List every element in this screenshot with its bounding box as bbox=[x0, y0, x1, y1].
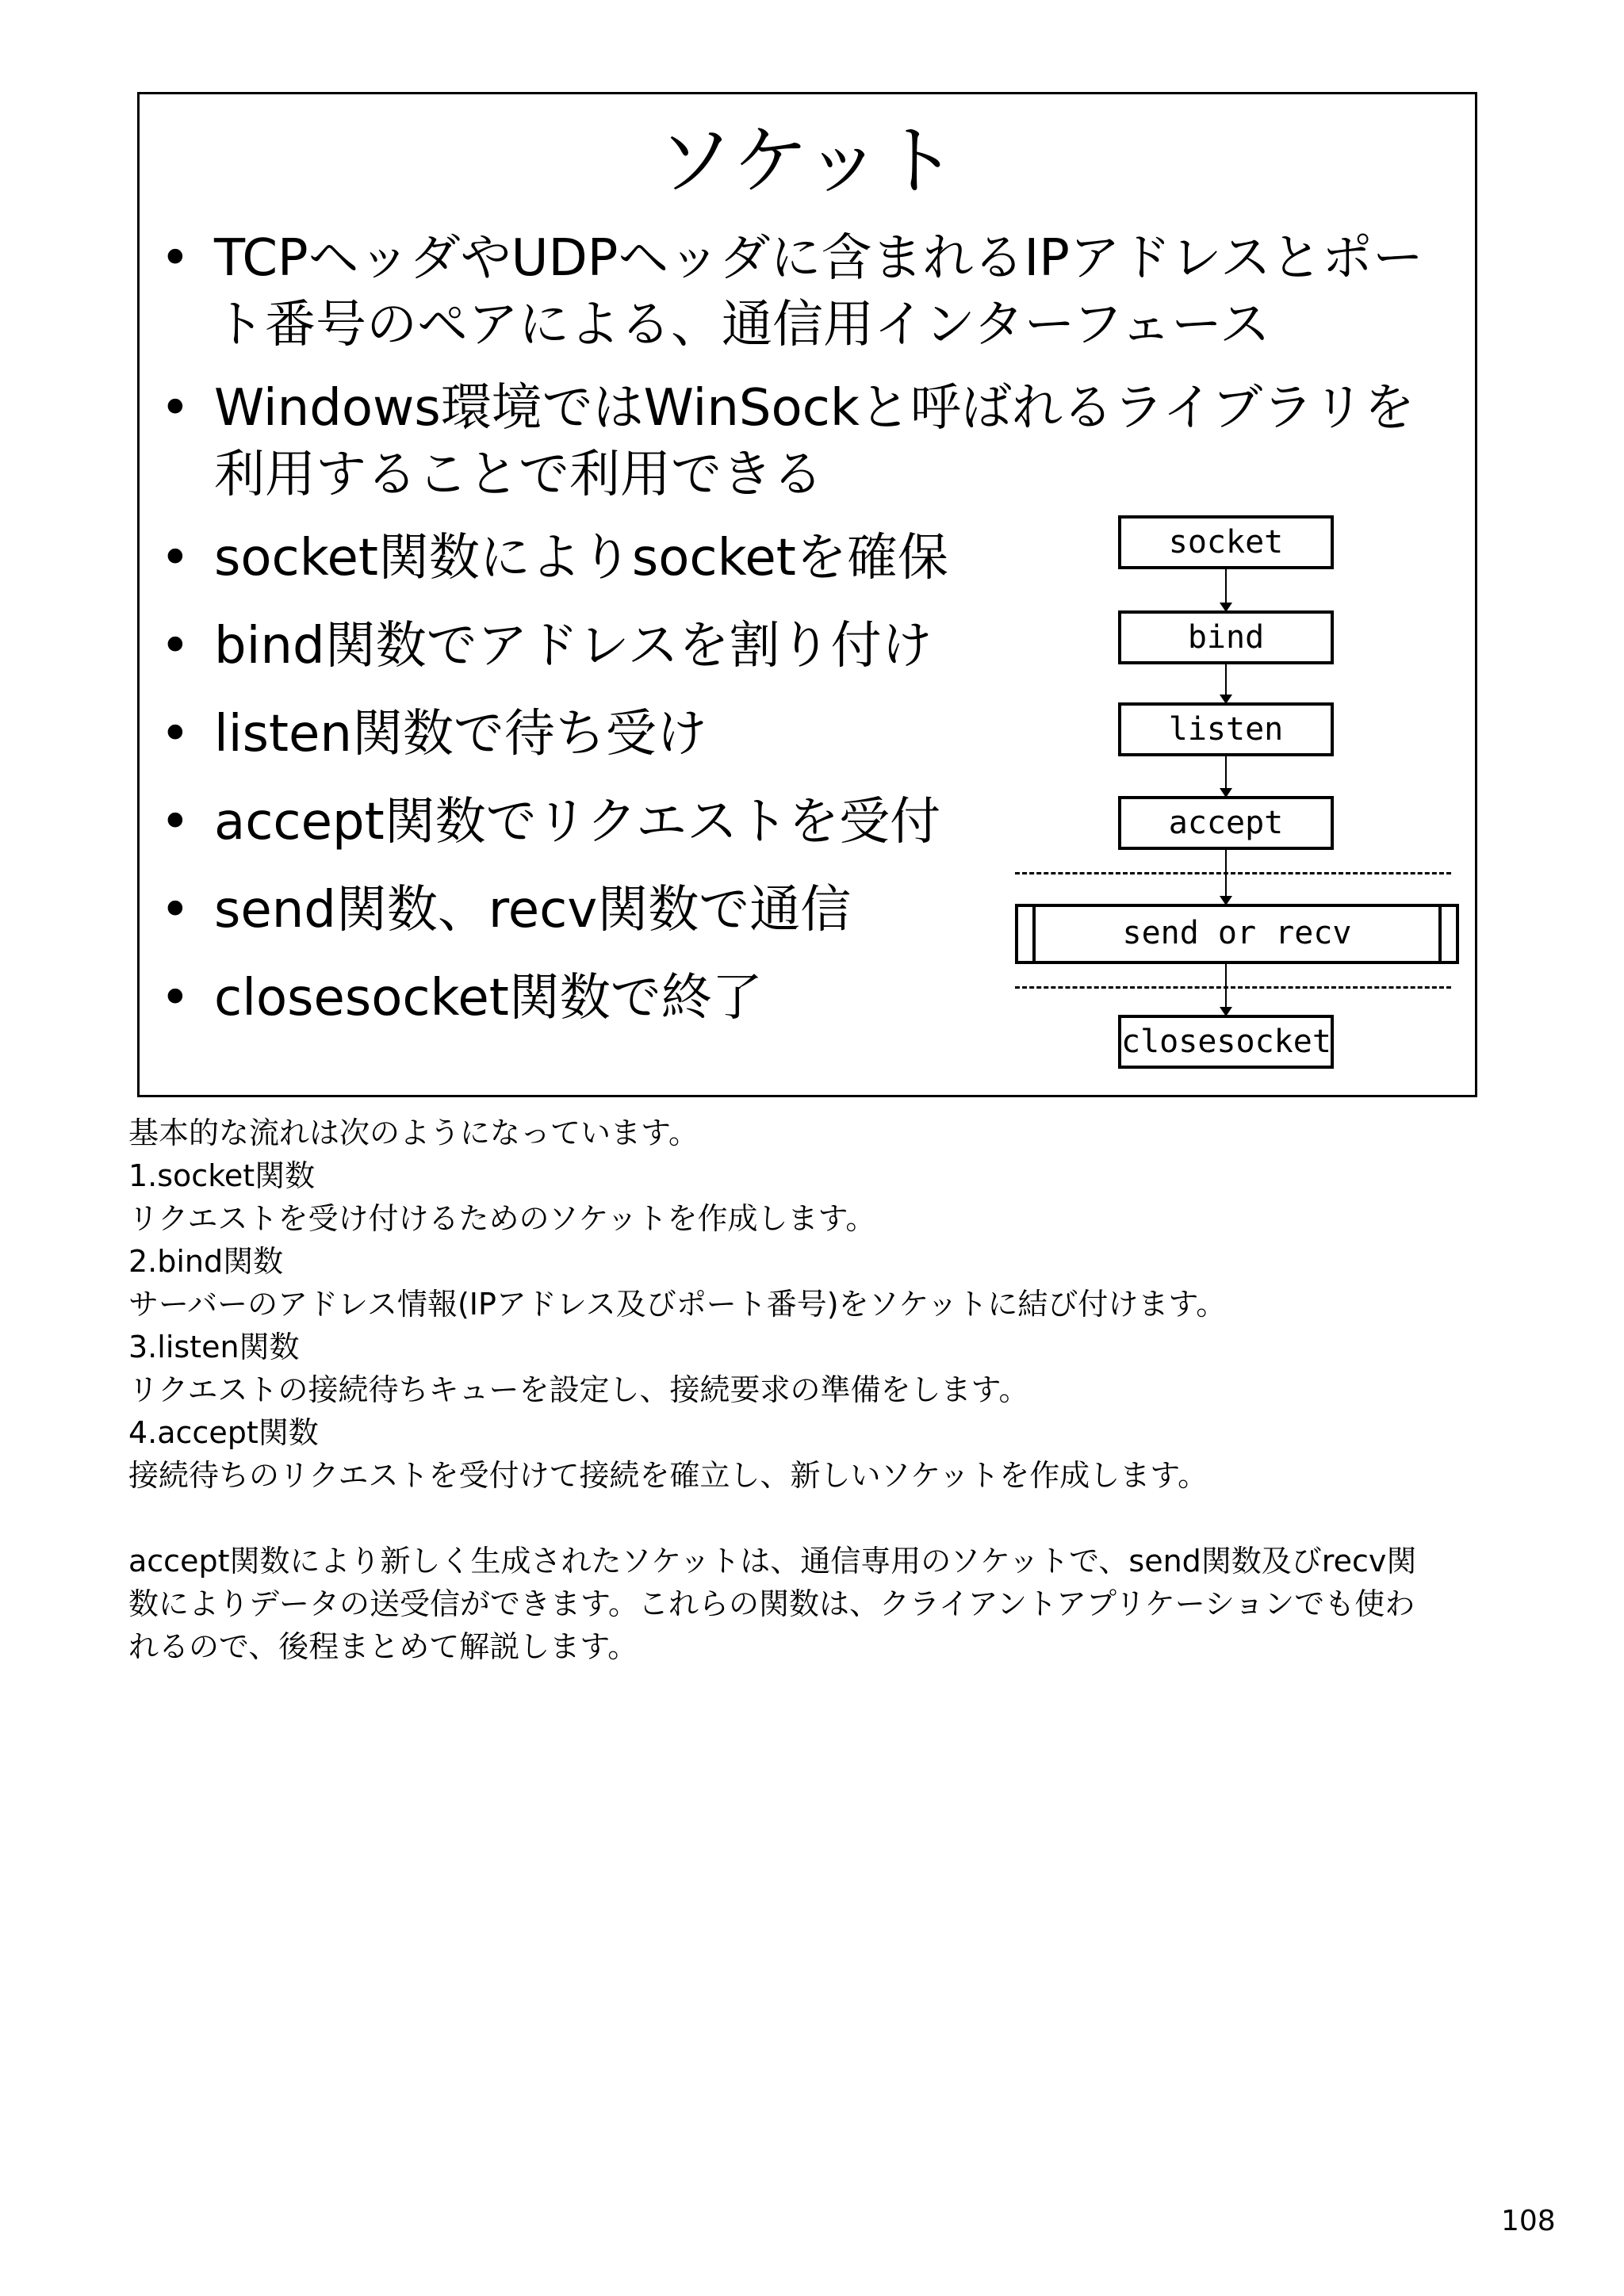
bullet-item: • send関数、recv関数で通信 bbox=[151, 877, 1483, 943]
note-line: リクエストの接続待ちキューを設定し、接続要求の準備をします。 bbox=[128, 1372, 1029, 1407]
note-line: 1.socket関数 bbox=[128, 1158, 316, 1193]
note-line: サーバーのアドレス情報(IPアドレス及びポート番号)をソケットに結び付けます。 bbox=[128, 1287, 1227, 1322]
note-line bbox=[128, 1497, 1524, 1540]
bullet-text-continued: 利用することで利用できる bbox=[214, 446, 823, 504]
note-line: れるので、後程まとめて解説します。 bbox=[128, 1629, 638, 1664]
flow-box-accept: accept bbox=[1118, 796, 1334, 850]
bullet-item: • listen関数で待ち受け bbox=[151, 701, 1483, 767]
bullet-item bbox=[151, 225, 1483, 358]
note-line: 数によりデータの送受信ができます。これらの関数は、クライアントアプリケーションでも使わ bbox=[128, 1586, 1415, 1621]
flow-box-listen: listen bbox=[1118, 702, 1334, 756]
note-line: 2.bind関数 bbox=[128, 1244, 284, 1279]
flow-arrow-icon bbox=[1225, 756, 1227, 796]
flow-divider bbox=[1015, 986, 1451, 989]
socket-flow-diagram bbox=[975, 420, 1467, 1086]
bullet-item: • bind関数でアドレスを割り付け bbox=[151, 613, 1483, 679]
flow-arrow-icon bbox=[1225, 569, 1227, 610]
flow-box-bind: bind bbox=[1118, 610, 1334, 664]
bullet-text-continued: ト番号のペアによる、通信用インターフェース bbox=[214, 296, 1270, 354]
notes-text bbox=[128, 1112, 1524, 1668]
flow-arrow-icon bbox=[1225, 664, 1227, 702]
bullet-item: • accept関数でリクエストを受付 bbox=[151, 789, 1483, 855]
note-line: 基本的な流れは次のようになっています。 bbox=[128, 1115, 699, 1150]
bullet-text: TCPヘッダやUDPヘッダに含まれるIPアドレスとポー bbox=[214, 229, 1423, 288]
bullet-item: • closesocket関数で終了 bbox=[151, 965, 1483, 1031]
bullet-item: • socket関数によりsocketを確保 bbox=[151, 525, 1483, 591]
flow-box-closesocket: closesocket bbox=[1118, 1015, 1334, 1069]
note-line: 3.listen関数 bbox=[128, 1330, 300, 1364]
flow-box-socket: socket bbox=[1118, 515, 1334, 569]
page-number: 108 bbox=[1501, 2205, 1556, 2237]
slide-title: ソケット bbox=[657, 117, 958, 205]
flow-arrow-icon bbox=[1225, 850, 1227, 904]
flow-arrow-icon bbox=[1225, 964, 1227, 1015]
note-line: 接続待ちのリクエストを受付けて接続を確立し、新しいソケットを作成します。 bbox=[128, 1458, 1208, 1493]
note-line: リクエストを受け付けるためのソケットを作成します。 bbox=[128, 1201, 876, 1236]
note-line: accept関数により新しく生成されたソケットは、通信専用のソケットで、send関数及びrecv関 bbox=[128, 1544, 1417, 1578]
bullet-text: Windows環境ではWinSockと呼ばれるライブラリを bbox=[214, 379, 1415, 438]
flow-divider bbox=[1015, 872, 1451, 874]
note-line: 4.accept関数 bbox=[128, 1415, 319, 1450]
flow-box-send-recv: send or recv bbox=[1015, 904, 1459, 964]
